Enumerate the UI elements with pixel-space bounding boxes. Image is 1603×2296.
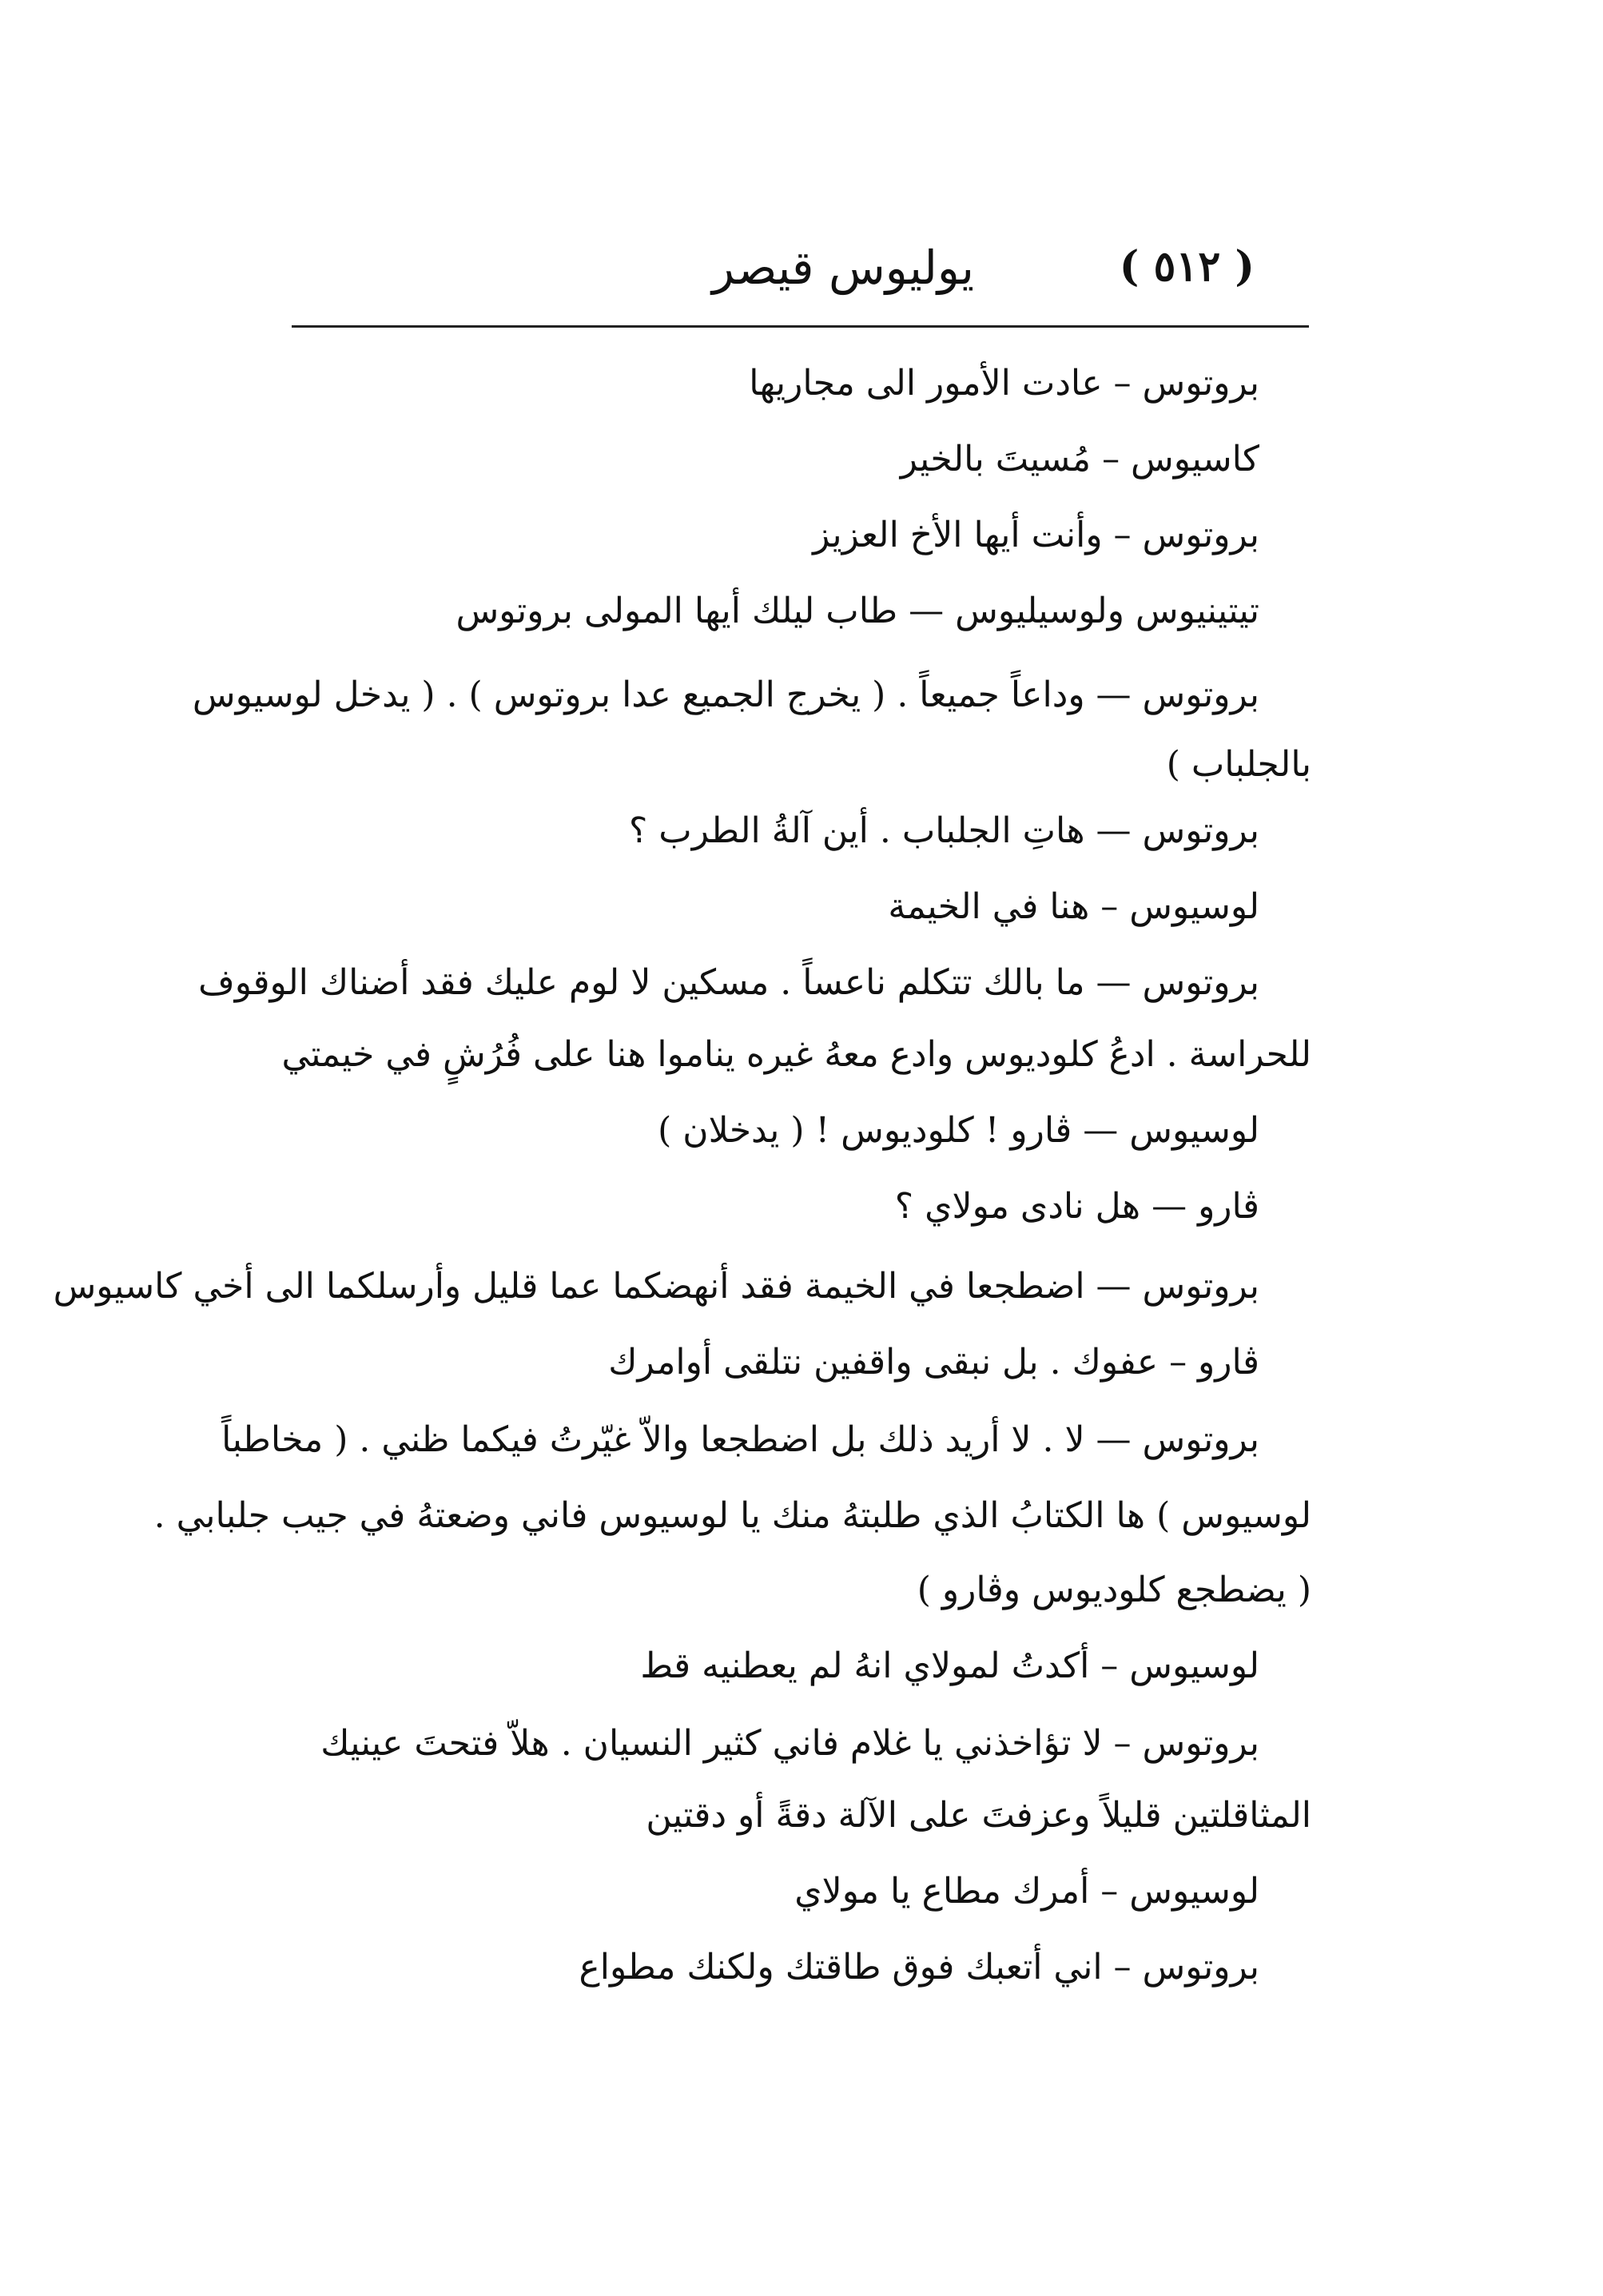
text-line: لوسيوس – أكدتُ لمولاي انهُ لم يعطنيه قط [640, 1645, 1259, 1686]
text-line: ڤارو – عفوك . بل نبقى واقفين نتلقى أوامرك [608, 1342, 1259, 1383]
text-line: لوسيوس — ڤارو ! كلوديوس ! ( يدخلان ) [658, 1110, 1259, 1151]
running-title: يوليوس قيصر [711, 241, 974, 295]
text-line: ( يضطجع كلوديوس وڤارو ) [917, 1570, 1311, 1610]
text-line: لوسيوس – أمرك مطاع يا مولاي [794, 1871, 1259, 1912]
text-line: بالجلباب ) [1166, 744, 1311, 785]
text-line: بروتوس — ما بالك تتكلم ناعساً . مسكين لا لوم عليك فقد أضناك الوقوف [198, 962, 1259, 1003]
text-line: بروتوس – اني أتعبك فوق طاقتك ولكنك مطواع [579, 1947, 1259, 1988]
text-line: بروتوس – وأنت أيها الأخ العزيز [813, 515, 1259, 555]
text-line: بروتوس — اضطجعا في الخيمة فقد أنهضكما عما قليل وأرسلكما الى أخي كاسيوس [53, 1266, 1259, 1307]
text-line: تيتينيوس ولوسيليوس — طاب ليلك أيها المولى بروتوس [455, 591, 1259, 631]
text-line: بروتوس – لا تؤاخذني يا غلام فاني كثير النسيان . هلاّ فتحتَ عينيك [320, 1723, 1259, 1764]
text-line: بروتوس – عادت الأمور الى مجاريها [749, 363, 1259, 404]
text-line: لوسيوس – هنا في الخيمة [888, 886, 1259, 927]
text-line: بروتوس — هاتِ الجلباب . أين آلةُ الطرب ؟ [628, 810, 1259, 851]
text-line: المثاقلتين قليلاً وعزفتَ على الآلة دقةً أو دقتين [646, 1795, 1311, 1836]
page-number: ( ٥١٢ ) [1119, 242, 1255, 291]
text-line: ڤارو — هل نادى مولاي ؟ [894, 1186, 1259, 1227]
text-line: بروتوس — وداعاً جميعاً . ( يخرج الجميع عدا بروتوس ) . ( يدخل لوسيوس [192, 674, 1259, 715]
text-line: للحراسة . ادعُ كلوديوس وادع معهُ غيره يناموا هنا على فُرُشٍ في خيمتي [281, 1034, 1311, 1075]
text-line: لوسيوس ) ها الكتابُ الذي طلبتهُ منك يا لوسيوس فاني وضعتهُ في جيب جلبابي . [153, 1495, 1311, 1536]
text-line: كاسيوس – مُسيتَ بالخير [900, 439, 1259, 479]
text-line: بروتوس — لا . لا أريد ذلك بل اضطجعا والاّ غيّرتُ فيكما ظني . ( مخاطباً [221, 1419, 1259, 1460]
